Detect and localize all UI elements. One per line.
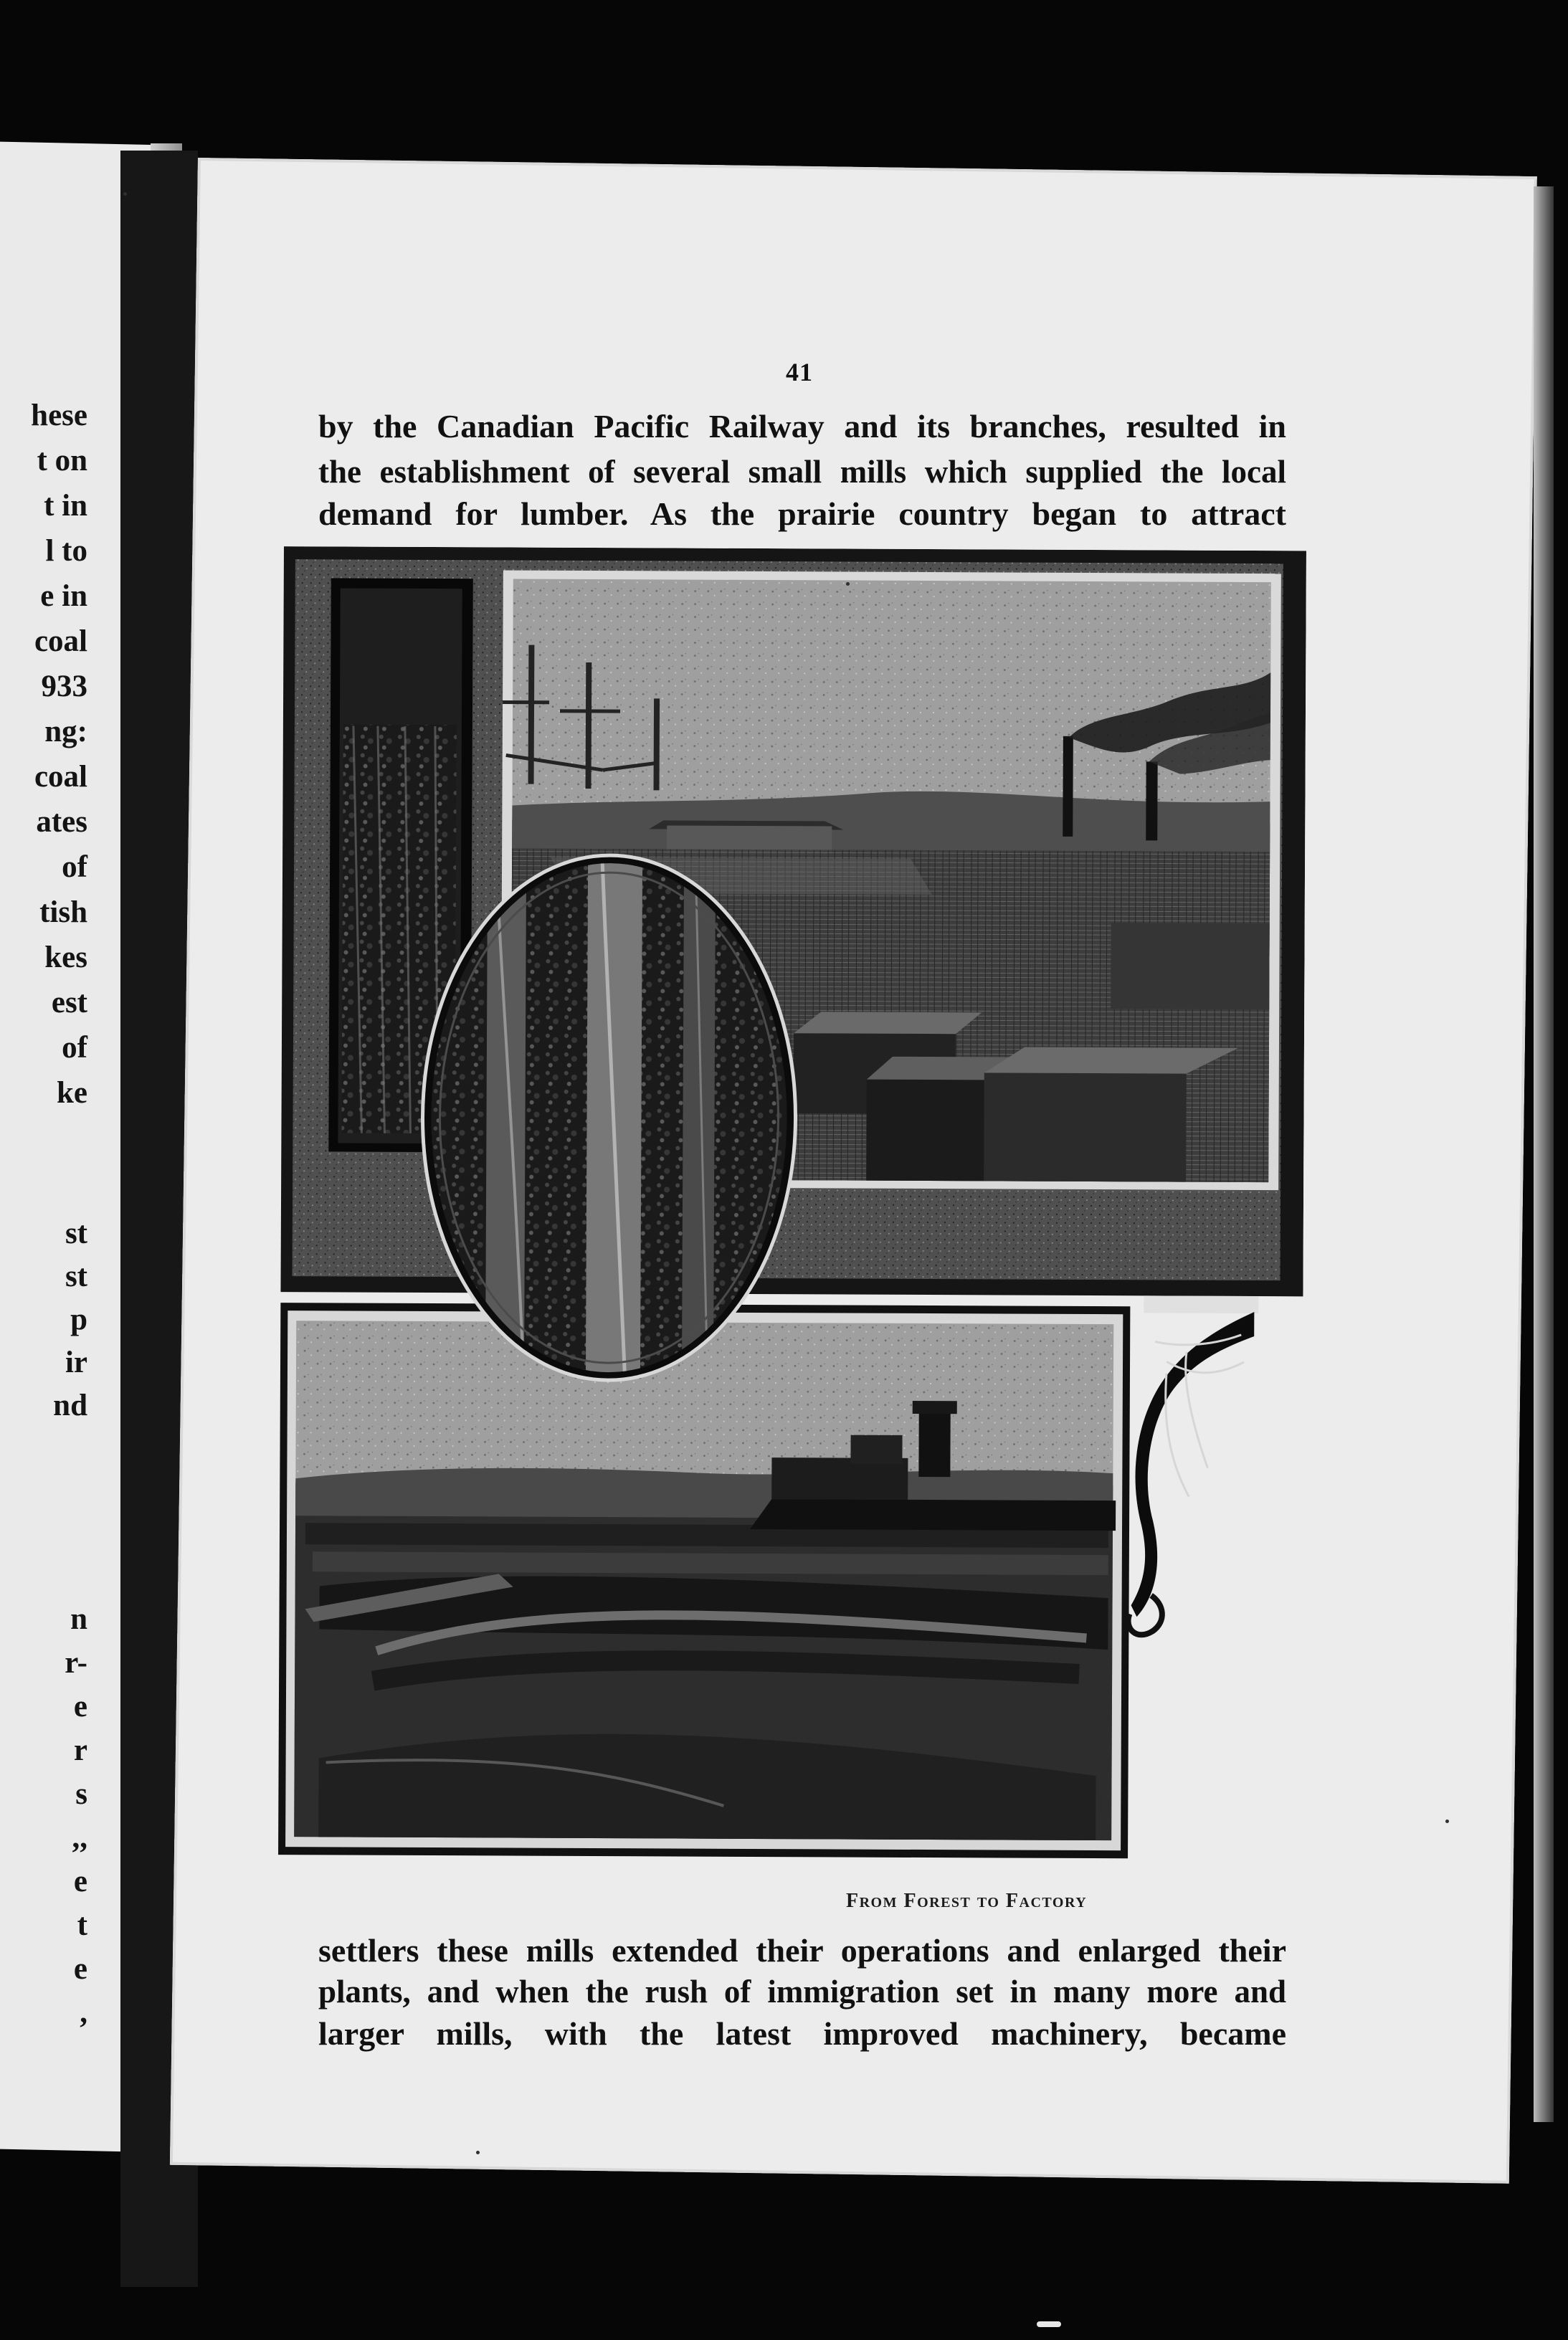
right-page-edge xyxy=(1534,186,1554,2122)
left-page-fragment: kes xyxy=(44,941,87,974)
left-page-fragment: , xyxy=(80,1996,87,2030)
left-page-fragment: ,, xyxy=(72,1821,87,1855)
left-page-fragment: tish xyxy=(39,895,87,929)
body-text-line: settlers these mills extended their operations and enlarged their xyxy=(318,1932,1286,1969)
ornamental-corner xyxy=(1131,1311,1254,1617)
left-page-fragment: t xyxy=(77,1908,87,1942)
left-page-fragment: p xyxy=(70,1303,87,1336)
left-page-fragment: ates xyxy=(36,805,87,839)
scan-speck xyxy=(123,192,127,196)
left-page-fragment: 933 xyxy=(41,670,87,703)
scan-speck xyxy=(1445,1820,1449,1823)
left-page-fragment: coal xyxy=(34,624,87,658)
left-page-fragment: t on xyxy=(37,444,87,477)
left-page-fragment: t in xyxy=(44,489,87,523)
forest-to-factory-illustration xyxy=(261,546,1306,1877)
left-page-fragment: nd xyxy=(53,1389,87,1422)
body-text-line: by the Canadian Pacific Railway and its branches, resulted in xyxy=(318,408,1286,444)
left-page-fragment: st xyxy=(65,1260,87,1293)
body-text-line: plants, and when the rush of immigration set in many more and xyxy=(318,1974,1286,2010)
left-page-fragment: of xyxy=(62,850,87,884)
left-page-fragment: l to xyxy=(45,534,87,568)
body-text-line: demand for lumber. As the prairie country began to attract xyxy=(318,495,1286,532)
left-page-fragment: ir xyxy=(65,1346,87,1379)
left-page-fragment: n xyxy=(70,1602,87,1636)
left-page-fragment: e xyxy=(73,1690,87,1723)
left-page-fragment: e xyxy=(73,1865,87,1898)
left-page-fragment: est xyxy=(51,986,87,1019)
body-text-line: larger mills, with the latest improved machinery, became xyxy=(318,2015,1286,2052)
body-text-line: the establishment of several small mills which supplied the local xyxy=(318,454,1286,490)
scan-speck xyxy=(476,2151,480,2154)
left-page-fragment: r- xyxy=(65,1646,87,1680)
left-page-fragment: coal xyxy=(34,760,87,794)
left-page-fragment: e in xyxy=(40,579,87,613)
scan-speck xyxy=(846,582,850,586)
left-page-fragment: ng: xyxy=(44,715,87,748)
left-page-fragment: of xyxy=(62,1031,87,1065)
left-page-fragment: ke xyxy=(57,1076,87,1110)
left-page-fragment: r xyxy=(73,1733,87,1767)
illustration-caption: From Forest to Factory xyxy=(846,1890,1088,1912)
bottom-edge-mark xyxy=(1037,2321,1061,2327)
left-page-fragment: e xyxy=(73,1952,87,1986)
left-page-fragment: hese xyxy=(31,399,87,432)
page-number: 41 xyxy=(786,358,813,386)
left-page-fragment: s xyxy=(75,1777,87,1811)
left-page-fragment: st xyxy=(65,1217,87,1250)
